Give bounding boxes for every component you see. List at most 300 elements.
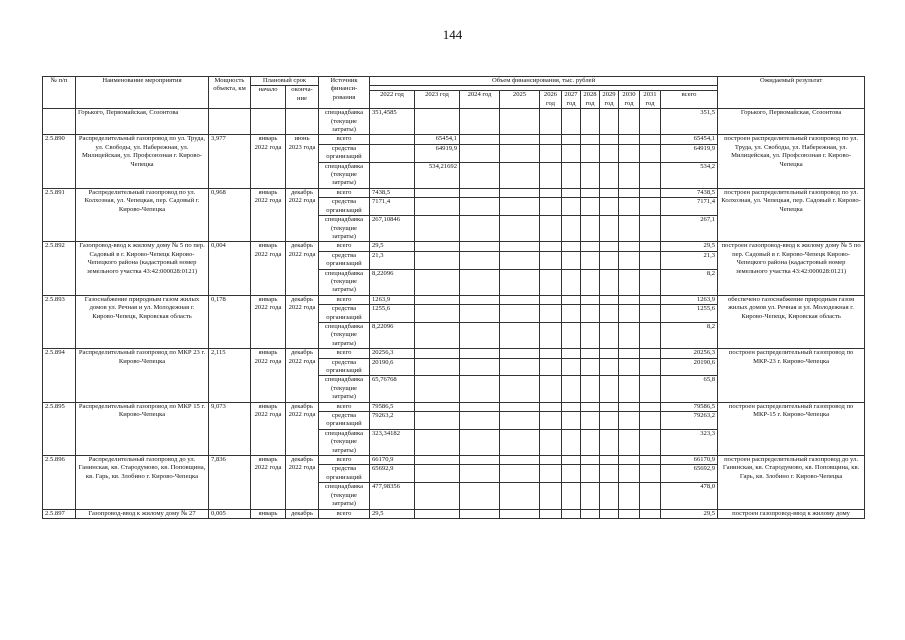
row-no: 2.5.892 — [43, 242, 76, 295]
table-row — [43, 242, 865, 251]
row-result: построен распределительный газопровод по МКР-23 г. Кирово-Чепецка — [718, 349, 865, 402]
empty-cell — [640, 109, 661, 135]
empty-cell — [600, 358, 619, 376]
row-name: Распределительный газопровод по ул. Колхозная, ул. Чепецкая, пер. Садовый г. Кирово-Чепецка — [76, 188, 209, 241]
empty-cell — [619, 349, 640, 358]
empty-cell — [500, 402, 540, 411]
empty-cell — [460, 198, 500, 216]
empty-cell — [540, 188, 562, 197]
empty-cell — [562, 162, 581, 188]
empty-cell — [540, 162, 562, 188]
empty-cell — [581, 242, 600, 251]
row-no: 2.5.895 — [43, 402, 76, 455]
empty-cell — [619, 144, 640, 162]
empty-cell — [600, 402, 619, 411]
empty-cell — [460, 402, 500, 411]
row-source: всего — [319, 509, 370, 518]
empty-cell — [540, 305, 562, 323]
empty-cell — [562, 412, 581, 430]
empty-cell — [581, 412, 600, 430]
value-2022: 1255,6 — [370, 305, 415, 323]
empty-cell — [640, 483, 661, 509]
value-total: 20256,3 — [661, 349, 718, 358]
value-2023 — [415, 216, 460, 242]
empty-cell — [415, 109, 460, 135]
value-total: 534,2 — [661, 162, 718, 188]
empty-cell — [600, 198, 619, 216]
row-start: январь 2022 года — [251, 349, 286, 402]
row-source: всего — [319, 188, 370, 197]
empty-cell — [600, 295, 619, 304]
empty-cell — [619, 188, 640, 197]
empty-cell — [540, 402, 562, 411]
value-2023 — [415, 456, 460, 465]
empty-cell — [600, 144, 619, 162]
value-2023: 534,21692 — [415, 162, 460, 188]
empty-cell — [640, 216, 661, 242]
row-capacity: 2,115 — [209, 349, 251, 402]
row-source: спецнадбавка (текущие затраты) — [319, 162, 370, 188]
empty-cell — [460, 162, 500, 188]
row-end: июнь 2023 года — [286, 135, 319, 188]
empty-cell — [286, 109, 319, 135]
value-total: 8,2 — [661, 322, 718, 348]
empty-cell — [600, 349, 619, 358]
value-2022: 21,3 — [370, 251, 415, 269]
empty-cell — [540, 509, 562, 518]
row-end: декабрь 2022 года — [286, 456, 319, 509]
empty-cell — [540, 109, 562, 135]
value-2023 — [415, 251, 460, 269]
empty-cell — [562, 429, 581, 455]
value-total: 79586,5 — [661, 402, 718, 411]
empty-cell — [562, 465, 581, 483]
empty-cell — [460, 376, 500, 402]
row-end: декабрь 2022 года — [286, 402, 319, 455]
value-2022: 8,22096 — [370, 269, 415, 295]
empty-cell — [619, 322, 640, 348]
empty-cell — [500, 295, 540, 304]
empty-cell — [600, 322, 619, 348]
value-2022: 1263,9 — [370, 295, 415, 304]
row-end: декабрь — [286, 509, 319, 518]
row-end: декабрь 2022 года — [286, 349, 319, 402]
value-total: 29,5 — [661, 242, 718, 251]
table-row — [43, 456, 865, 465]
empty-cell — [562, 251, 581, 269]
empty-cell — [500, 135, 540, 144]
value-2023 — [415, 402, 460, 411]
empty-cell — [500, 509, 540, 518]
empty-cell — [619, 295, 640, 304]
row-no: 2.5.891 — [43, 188, 76, 241]
empty-cell — [581, 376, 600, 402]
empty-cell — [540, 456, 562, 465]
empty-cell — [460, 509, 500, 518]
row-name: Газопровод-ввод к жилому дому № 27 — [76, 509, 209, 518]
value-2022 — [370, 144, 415, 162]
empty-cell — [619, 402, 640, 411]
financing-table — [42, 76, 865, 519]
row-result: построен газопровод-ввод к жилому дому № 5 по пер. Садовый в г. Кирово-Чепецк Кирово-Чепецкого района (кадастровый номер земельного участка 43:42:000028:0121) — [718, 242, 865, 295]
value-2022: 267,10846 — [370, 216, 415, 242]
empty-cell — [619, 162, 640, 188]
empty-cell — [619, 305, 640, 323]
row-result: построен распределительный газопровод по ул. Колхозная, ул. Чепецкая, пер. Садовый г. Кирово-Чепецка — [718, 188, 865, 241]
empty-cell — [562, 295, 581, 304]
empty-cell — [640, 198, 661, 216]
row-no: 2.5.890 — [43, 135, 76, 188]
empty-cell — [581, 358, 600, 376]
value-2023 — [415, 322, 460, 348]
row-end: декабрь 2022 года — [286, 242, 319, 295]
empty-cell — [500, 358, 540, 376]
value-2023 — [415, 295, 460, 304]
header-year: 2022 год — [370, 91, 415, 109]
value-2023 — [415, 242, 460, 251]
value-2022: 65692,9 — [370, 465, 415, 483]
empty-cell — [581, 322, 600, 348]
row-start: январь 2022 года — [251, 456, 286, 509]
value-2022: 79586,5 — [370, 402, 415, 411]
header-start: начало — [251, 86, 286, 109]
header-year: 2028 год — [581, 91, 600, 109]
value-2023 — [415, 376, 460, 402]
row-no — [43, 109, 76, 135]
empty-cell — [619, 269, 640, 295]
row-name: Распределительный газопровод по МКР 23 г. Кирово-Чепецка — [76, 349, 209, 402]
row-source: спецнадбавка (текущие затраты) — [319, 109, 370, 135]
empty-cell — [540, 465, 562, 483]
value-2022: 20256,3 — [370, 349, 415, 358]
empty-cell — [640, 412, 661, 430]
table-row — [43, 402, 865, 411]
empty-cell — [562, 269, 581, 295]
row-name: Газопровод-ввод к жилому дому № 5 по пер. Садовый в г. Кирово-Чепецк Кирово-Чепецкого района (кадастровый номер земельного участка 43:42:000028:0121) — [76, 242, 209, 295]
header-period: Плановый срок — [251, 77, 319, 86]
empty-cell — [500, 198, 540, 216]
empty-cell — [562, 188, 581, 197]
empty-cell — [640, 269, 661, 295]
empty-cell — [500, 376, 540, 402]
value-total: 65,8 — [661, 376, 718, 402]
row-capacity: 0,178 — [209, 295, 251, 348]
empty-cell — [562, 216, 581, 242]
empty-cell — [600, 135, 619, 144]
empty-cell — [600, 242, 619, 251]
table-body — [43, 109, 865, 519]
empty-cell — [640, 429, 661, 455]
empty-cell — [562, 456, 581, 465]
empty-cell — [540, 322, 562, 348]
empty-cell — [640, 376, 661, 402]
empty-cell — [581, 402, 600, 411]
empty-cell — [619, 242, 640, 251]
value-2023 — [415, 429, 460, 455]
empty-cell — [562, 242, 581, 251]
header-source: Источник финанси-рования — [319, 77, 370, 109]
row-source: всего — [319, 242, 370, 251]
value-2023 — [415, 465, 460, 483]
value-2022: 8,22096 — [370, 322, 415, 348]
empty-cell — [562, 358, 581, 376]
header-volume: Объем финансирования, тыс. рублей — [370, 77, 718, 86]
empty-cell — [540, 242, 562, 251]
empty-cell — [500, 269, 540, 295]
empty-cell — [581, 144, 600, 162]
row-start: январь 2022 года — [251, 242, 286, 295]
row-capacity: 0,004 — [209, 242, 251, 295]
header-year: 2026 год — [540, 91, 562, 109]
value-2022 — [370, 162, 415, 188]
empty-cell — [640, 251, 661, 269]
empty-cell — [251, 109, 286, 135]
empty-cell — [460, 242, 500, 251]
empty-cell — [540, 269, 562, 295]
empty-cell — [562, 135, 581, 144]
empty-cell — [562, 305, 581, 323]
empty-cell — [600, 412, 619, 430]
empty-cell — [619, 198, 640, 216]
empty-cell — [540, 358, 562, 376]
row-name: Распределительный газопровод по ул. Труда, ул. Свободы, ул. Набережная, ул. Милицейская, ул. Профсоюзная г. Кирово-Чепецка — [76, 135, 209, 188]
empty-cell — [460, 358, 500, 376]
row-result: построен распределительный газопровод по ул. Труда, ул. Свободы, ул. Набережная, ул. Милицейская, ул. Профсоюзная г. Кирово-Чепецка — [718, 135, 865, 188]
empty-cell — [562, 109, 581, 135]
empty-cell — [619, 465, 640, 483]
row-name: Газоснабжение природным газом жилых домов ул. Речная и ул. Молодежная г. Кирово-Чепецк, Кировская область — [76, 295, 209, 348]
empty-cell — [640, 144, 661, 162]
header-year: 2031 год — [640, 91, 661, 109]
header-year: 2024 год — [460, 91, 500, 109]
row-end: декабрь 2022 года — [286, 295, 319, 348]
empty-cell — [581, 109, 600, 135]
empty-cell — [600, 429, 619, 455]
empty-cell — [460, 144, 500, 162]
empty-cell — [619, 251, 640, 269]
value-total: 21,3 — [661, 251, 718, 269]
empty-cell — [540, 429, 562, 455]
empty-cell — [500, 465, 540, 483]
empty-cell — [600, 456, 619, 465]
empty-cell — [600, 188, 619, 197]
row-source: всего — [319, 349, 370, 358]
row-result: построен газопровод-ввод к жилому дому — [718, 509, 865, 518]
value-2023 — [415, 198, 460, 216]
row-source: всего — [319, 456, 370, 465]
empty-cell — [600, 376, 619, 402]
row-name: Распределительный газопровод до ул. Ганинская, кв. Стародумово, кв. Поповщина, кв. Гарь, кв. Злобино г. Кирово-Чепецка — [76, 456, 209, 509]
value-2022: 29,5 — [370, 242, 415, 251]
empty-cell — [460, 251, 500, 269]
value-2023 — [415, 269, 460, 295]
row-capacity: 7,836 — [209, 456, 251, 509]
row-name: Горького, Первомайская, Созонтова — [76, 109, 209, 135]
row-no: 2.5.893 — [43, 295, 76, 348]
empty-cell — [581, 216, 600, 242]
empty-cell — [600, 216, 619, 242]
empty-cell — [581, 251, 600, 269]
row-capacity: 3,977 — [209, 135, 251, 188]
row-start: январь — [251, 509, 286, 518]
empty-cell — [619, 456, 640, 465]
empty-cell — [209, 109, 251, 135]
empty-cell — [600, 109, 619, 135]
row-start: январь 2022 года — [251, 188, 286, 241]
empty-cell — [619, 109, 640, 135]
row-source: спецнадбавка (текущие затраты) — [319, 322, 370, 348]
empty-cell — [460, 295, 500, 304]
empty-cell — [540, 251, 562, 269]
empty-cell — [640, 162, 661, 188]
table-row — [43, 295, 865, 304]
empty-cell — [619, 412, 640, 430]
empty-cell — [540, 376, 562, 402]
empty-cell — [460, 109, 500, 135]
value-total: 267,1 — [661, 216, 718, 242]
empty-cell — [460, 456, 500, 465]
row-end: декабрь 2022 года — [286, 188, 319, 241]
empty-cell — [562, 322, 581, 348]
value-2022: 323,34182 — [370, 429, 415, 455]
header-capacity: Мощность объекта, км — [209, 77, 251, 109]
empty-cell — [500, 305, 540, 323]
empty-cell — [640, 322, 661, 348]
header-end: оконча-ние — [286, 86, 319, 109]
value-total: 79263,2 — [661, 412, 718, 430]
empty-cell — [540, 412, 562, 430]
row-source: средства организаций — [319, 412, 370, 430]
empty-cell — [619, 358, 640, 376]
value-total: 66170,9 — [661, 456, 718, 465]
value-2023 — [415, 349, 460, 358]
row-source: спецнадбавка (текущие затраты) — [319, 376, 370, 402]
value-2023: 64919,9 — [415, 144, 460, 162]
empty-cell — [460, 465, 500, 483]
empty-cell — [460, 135, 500, 144]
empty-cell — [619, 376, 640, 402]
row-name: Распределительный газопровод по МКР 15 г. Кирово-Чепецка — [76, 402, 209, 455]
empty-cell — [500, 429, 540, 455]
empty-cell — [640, 509, 661, 518]
value-2022: 7438,5 — [370, 188, 415, 197]
empty-cell — [619, 483, 640, 509]
header-total: всего — [661, 91, 718, 109]
value-2023 — [415, 412, 460, 430]
table-row — [43, 509, 865, 518]
empty-cell — [500, 144, 540, 162]
empty-cell — [500, 242, 540, 251]
header-year: 2030 год — [619, 91, 640, 109]
empty-cell — [460, 412, 500, 430]
empty-cell — [460, 269, 500, 295]
value-total: 65454,1 — [661, 135, 718, 144]
value-total: 7171,4 — [661, 198, 718, 216]
empty-cell — [619, 509, 640, 518]
row-no: 2.5.897 — [43, 509, 76, 518]
row-source: спецнадбавка (текущие затраты) — [319, 216, 370, 242]
row-start: январь 2022 года — [251, 402, 286, 455]
empty-cell — [581, 295, 600, 304]
empty-cell — [500, 349, 540, 358]
empty-cell — [500, 456, 540, 465]
value-2023: 65454,1 — [415, 135, 460, 144]
empty-cell — [581, 509, 600, 518]
value-2023 — [415, 188, 460, 197]
table-row — [43, 135, 865, 144]
empty-cell — [640, 242, 661, 251]
row-source: средства организаций — [319, 144, 370, 162]
value-total: 323,3 — [661, 429, 718, 455]
empty-cell — [581, 456, 600, 465]
empty-cell — [460, 188, 500, 197]
row-capacity: 0,968 — [209, 188, 251, 241]
value-2023 — [415, 483, 460, 509]
empty-cell — [540, 198, 562, 216]
empty-cell — [581, 198, 600, 216]
row-result: Горького, Первомайская, Созонтова — [718, 109, 865, 135]
value-2022: 66170,9 — [370, 456, 415, 465]
empty-cell — [619, 216, 640, 242]
empty-cell — [600, 251, 619, 269]
empty-cell — [460, 483, 500, 509]
empty-cell — [640, 465, 661, 483]
value-2022: 29,5 — [370, 509, 415, 518]
empty-cell — [640, 358, 661, 376]
value-total: 20190,6 — [661, 358, 718, 376]
empty-cell — [540, 135, 562, 144]
empty-cell — [581, 269, 600, 295]
empty-cell — [540, 216, 562, 242]
empty-cell — [562, 144, 581, 162]
empty-cell — [581, 305, 600, 323]
empty-cell — [562, 483, 581, 509]
row-source: средства организаций — [319, 358, 370, 376]
row-source: спецнадбавка (текущие затраты) — [319, 269, 370, 295]
empty-cell — [640, 135, 661, 144]
empty-cell — [581, 465, 600, 483]
row-no: 2.5.896 — [43, 456, 76, 509]
row-no: 2.5.894 — [43, 349, 76, 402]
empty-cell — [500, 322, 540, 348]
empty-cell — [619, 135, 640, 144]
empty-cell — [581, 349, 600, 358]
value-total: 29,5 — [661, 509, 718, 518]
empty-cell — [540, 144, 562, 162]
value-total: 351,5 — [661, 109, 718, 135]
empty-cell — [619, 429, 640, 455]
header-result: Ожидаемый результат — [718, 77, 865, 109]
row-source: спецнадбавка (текущие затраты) — [319, 429, 370, 455]
header-name: Наименование мероприятия — [76, 77, 209, 109]
row-source: средства организаций — [319, 465, 370, 483]
row-source: средства организаций — [319, 198, 370, 216]
empty-cell — [540, 295, 562, 304]
value-2022: 65,76768 — [370, 376, 415, 402]
empty-cell — [600, 483, 619, 509]
header-year: 2023 год — [415, 91, 460, 109]
empty-cell — [415, 509, 460, 518]
row-capacity: 0,005 — [209, 509, 251, 518]
empty-cell — [500, 162, 540, 188]
empty-cell — [562, 198, 581, 216]
empty-cell — [500, 251, 540, 269]
empty-cell — [581, 188, 600, 197]
empty-cell — [500, 216, 540, 242]
header-year: 2027 год — [562, 91, 581, 109]
value-total: 1255,6 — [661, 305, 718, 323]
row-result: обеспечено газоснабжение природным газом жилых домов ул. Речная и ул. Молодежная г. Кирово-Чепецк, Кировская область — [718, 295, 865, 348]
